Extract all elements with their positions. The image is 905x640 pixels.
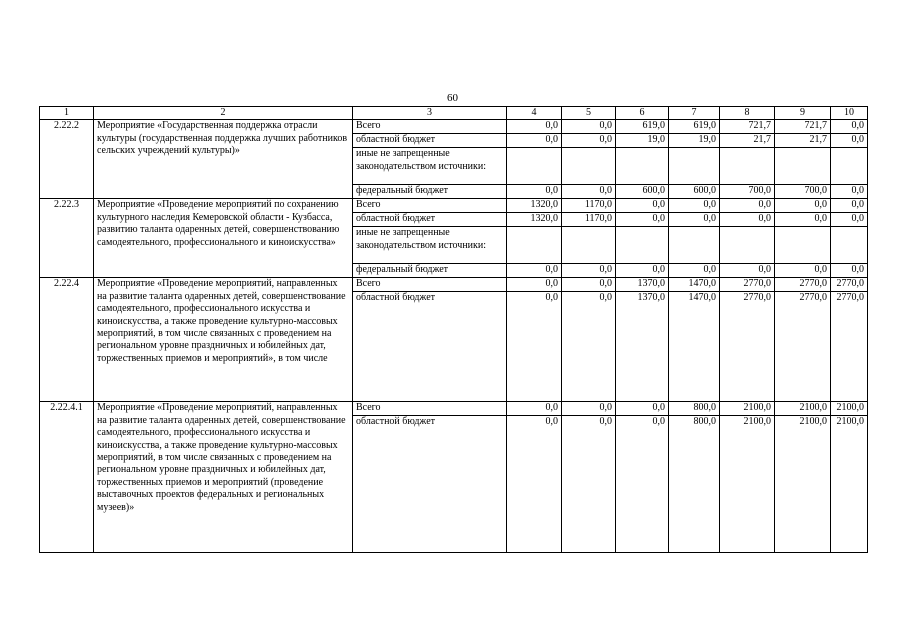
- value-col-7: 800,0: [669, 416, 720, 553]
- value-col-7: 1470,0: [669, 278, 720, 292]
- value-col-4: 0,0: [507, 278, 562, 292]
- value-col-6: 19,0: [616, 134, 669, 148]
- value-col-4: [507, 227, 562, 264]
- column-number-4: 4: [507, 107, 562, 120]
- value-col-8: 21,7: [720, 134, 775, 148]
- value-col-7: 0,0: [669, 264, 720, 278]
- table-body: [40, 120, 868, 553]
- value-col-7: 800,0: [669, 402, 720, 416]
- value-col-4: 0,0: [507, 134, 562, 148]
- value-col-4: 1320,0: [507, 213, 562, 227]
- table-header: [40, 107, 868, 120]
- funding-source: иные не запрещенные законодательством источники:: [353, 227, 507, 264]
- funding-source: Всего: [353, 402, 507, 416]
- value-col-7: [669, 227, 720, 264]
- column-number-2: 2: [94, 107, 353, 120]
- value-col-7: 1470,0: [669, 292, 720, 402]
- value-col-9: 2100,0: [775, 402, 831, 416]
- value-col-5: [562, 227, 616, 264]
- value-col-5: 1170,0: [562, 199, 616, 213]
- value-col-7: [669, 148, 720, 185]
- funding-source: иные не запрещенные законодательством источники:: [353, 148, 507, 185]
- table-row: [40, 120, 868, 134]
- value-col-4: 0,0: [507, 292, 562, 402]
- value-col-7: 19,0: [669, 134, 720, 148]
- value-col-7: 619,0: [669, 120, 720, 134]
- value-col-9: 721,7: [775, 120, 831, 134]
- value-col-8: 0,0: [720, 213, 775, 227]
- funding-source: областной бюджет: [353, 416, 507, 553]
- value-col-5: 1170,0: [562, 213, 616, 227]
- item-code: 2.22.2: [40, 120, 94, 199]
- column-number-10: 10: [831, 107, 868, 120]
- value-col-6: 0,0: [616, 416, 669, 553]
- value-col-10: [831, 227, 868, 264]
- value-col-9: 2770,0: [775, 278, 831, 292]
- budget-table: [39, 106, 868, 553]
- value-col-6: 0,0: [616, 199, 669, 213]
- value-col-8: 0,0: [720, 264, 775, 278]
- value-col-9: 21,7: [775, 134, 831, 148]
- value-col-4: 0,0: [507, 416, 562, 553]
- value-col-5: [562, 148, 616, 185]
- value-col-4: 0,0: [507, 120, 562, 134]
- funding-source: федеральный бюджет: [353, 185, 507, 199]
- item-description: Мероприятие «Проведение мероприятий, направленных на развитие таланта одаренных детей, совершенствование самодеятельного, профессионального искусства и киноискусства, а также проведение культурно-массовых мероприятий, в том числе связанных с проведением на региональном уровне праздничных и юбилейных дат, торжественных приемов и мероприятий (проведение выставочных проектов федеральных и региональных музеев)»: [94, 402, 353, 553]
- value-col-6: [616, 227, 669, 264]
- value-col-10: 2770,0: [831, 292, 868, 402]
- value-col-7: 0,0: [669, 199, 720, 213]
- value-col-9: 700,0: [775, 185, 831, 199]
- value-col-8: [720, 227, 775, 264]
- value-col-9: 0,0: [775, 213, 831, 227]
- value-col-5: 0,0: [562, 278, 616, 292]
- value-col-6: 600,0: [616, 185, 669, 199]
- column-number-1: 1: [40, 107, 94, 120]
- value-col-7: 0,0: [669, 213, 720, 227]
- item-code: 2.22.3: [40, 199, 94, 278]
- value-col-7: 600,0: [669, 185, 720, 199]
- funding-source: областной бюджет: [353, 134, 507, 148]
- value-col-8: 700,0: [720, 185, 775, 199]
- value-col-8: 2100,0: [720, 416, 775, 553]
- value-col-4: 1320,0: [507, 199, 562, 213]
- value-col-10: 0,0: [831, 199, 868, 213]
- value-col-6: 619,0: [616, 120, 669, 134]
- value-col-6: [616, 148, 669, 185]
- column-number-9: 9: [775, 107, 831, 120]
- value-col-8: 0,0: [720, 199, 775, 213]
- value-col-6: 1370,0: [616, 292, 669, 402]
- value-col-8: [720, 148, 775, 185]
- value-col-5: 0,0: [562, 292, 616, 402]
- value-col-8: 2770,0: [720, 292, 775, 402]
- value-col-5: 0,0: [562, 416, 616, 553]
- value-col-9: 0,0: [775, 199, 831, 213]
- value-col-6: 0,0: [616, 213, 669, 227]
- page-number: 60: [447, 92, 458, 104]
- value-col-4: 0,0: [507, 264, 562, 278]
- item-description: Мероприятие «Государственная поддержка отрасли культуры (государственная поддержка лучших работников сельских учреждений культуры)»: [94, 120, 353, 199]
- value-col-9: 2770,0: [775, 292, 831, 402]
- value-col-5: 0,0: [562, 120, 616, 134]
- funding-source: областной бюджет: [353, 213, 507, 227]
- value-col-9: 0,0: [775, 264, 831, 278]
- item-description: Мероприятие «Проведение мероприятий по сохранению культурного наследия Кемеровской области - Кузбасса, развитию таланта одаренных детей, совершенствованию самодеятельного, профессионального и киноискусства»: [94, 199, 353, 278]
- table-row: [40, 402, 868, 416]
- value-col-8: 2770,0: [720, 278, 775, 292]
- table-row: [40, 199, 868, 213]
- value-col-9: [775, 148, 831, 185]
- value-col-5: 0,0: [562, 134, 616, 148]
- item-description: Мероприятие «Проведение мероприятий, направленных на развитие таланта одаренных детей, совершенствование самодеятельного, профессионального искусства и киноискусства, а также проведение культурно-массовых мероприятий, в том числе связанных с проведением на региональном уровне праздничных и юбилейных дат, торжественных приемов и мероприятий», в том числе: [94, 278, 353, 402]
- value-col-8: 2100,0: [720, 402, 775, 416]
- value-col-10: 2100,0: [831, 416, 868, 553]
- value-col-6: 0,0: [616, 264, 669, 278]
- value-col-6: 0,0: [616, 402, 669, 416]
- value-col-10: 2770,0: [831, 278, 868, 292]
- column-number-5: 5: [562, 107, 616, 120]
- funding-source: Всего: [353, 278, 507, 292]
- funding-source: Всего: [353, 199, 507, 213]
- value-col-6: 1370,0: [616, 278, 669, 292]
- value-col-5: 0,0: [562, 264, 616, 278]
- value-col-10: 2100,0: [831, 402, 868, 416]
- value-col-4: 0,0: [507, 402, 562, 416]
- value-col-5: 0,0: [562, 402, 616, 416]
- value-col-9: [775, 227, 831, 264]
- value-col-8: 721,7: [720, 120, 775, 134]
- value-col-10: [831, 148, 868, 185]
- table-row: [40, 278, 868, 292]
- value-col-10: 0,0: [831, 134, 868, 148]
- column-number-row: [40, 107, 868, 120]
- column-number-8: 8: [720, 107, 775, 120]
- value-col-10: 0,0: [831, 213, 868, 227]
- value-col-4: 0,0: [507, 185, 562, 199]
- value-col-9: 2100,0: [775, 416, 831, 553]
- funding-source: федеральный бюджет: [353, 264, 507, 278]
- value-col-5: 0,0: [562, 185, 616, 199]
- item-code: 2.22.4: [40, 278, 94, 402]
- column-number-3: 3: [353, 107, 507, 120]
- column-number-6: 6: [616, 107, 669, 120]
- value-col-4: [507, 148, 562, 185]
- value-col-10: 0,0: [831, 120, 868, 134]
- funding-source: Всего: [353, 120, 507, 134]
- item-code: 2.22.4.1: [40, 402, 94, 553]
- column-number-7: 7: [669, 107, 720, 120]
- funding-source: областной бюджет: [353, 292, 507, 402]
- value-col-10: 0,0: [831, 185, 868, 199]
- value-col-10: 0,0: [831, 264, 868, 278]
